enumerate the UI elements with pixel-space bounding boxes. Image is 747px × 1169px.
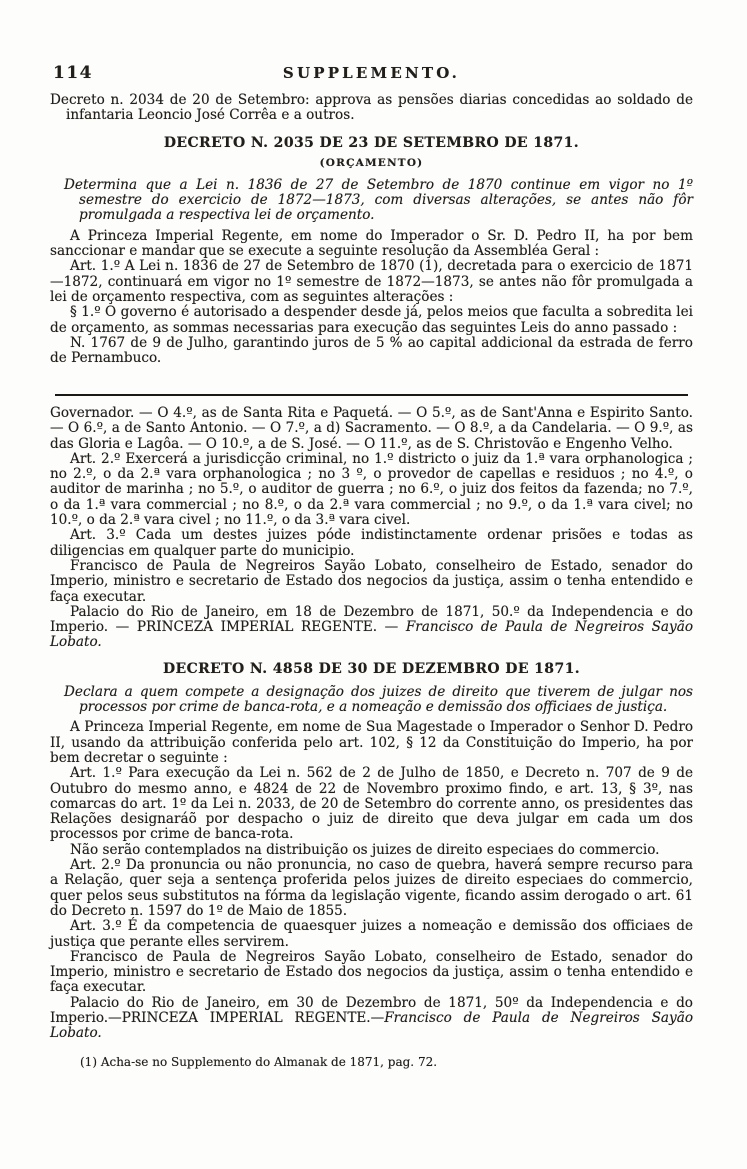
signature-name: Francisco de Paula de Negreiros Sayão Lobato.: [50, 1009, 694, 1042]
paragraph: Art. 2.º Da pronuncia ou não pronuncia, no caso de quebra, haverá sempre recurso para a Relação, quer seja a sentença proferida pelos juizes de direito especiaes do commercio, quer pelos seus substitutos na fórma da legislação vigente, ficando assim derogado o art. 61 do Decreto n. 1597 do 1º de Maio de 1855.: [50, 857, 693, 919]
signature-name: Francisco de Paula de Negreiros Sayão Lobato.: [50, 619, 694, 651]
page-bottom-section: [50, 406, 693, 1070]
closing-paragraph: [50, 605, 693, 651]
decree-2035-kicker: (ORÇAMENTO): [319, 156, 424, 169]
page-header: [50, 63, 693, 87]
closing-text: Palacio do Rio de Janeiro, em 30 de Dezembro de 1871, 50º da Independencia e do Imperio.—PRINCEZA IMPERIAL REGENTE.—: [50, 994, 693, 1026]
paragraph: Art. 1.º A Lei n. 1836 de 27 de Setembro de 1870 (1), decretada para o exercicio de 1871—1872, continuará em vigor no 1º semestre de 1872—1873, se antes não fôr promulgada a lei de orçamento respectiva, com as seguintes alterações :: [50, 258, 693, 305]
paragraph: N. 1767 de 9 de Julho, garantindo juros de 5 % ao capital addicional da estrada de ferro de Pernambuco.: [50, 334, 693, 367]
paragraph: Não serão contemplados na distribuição os juizes de direito especiaes do commercio.: [70, 841, 660, 858]
paragraph: Art. 3.º É da competencia de quaesquer juizes a nomeação e demissão dos officiaes de justiça que perante elles servirem.: [50, 918, 693, 950]
decree-4858-heading: DECRETO N. 4858 DE 30 DE DEZEMBRO DE 1871.: [162, 660, 581, 677]
paragraph: Francisco de Paula de Negreiros Sayão Lobato, conselheiro de Estado, senador do Imperio, ministro e secretario de Estado dos negocios da justiça, assim o tenha entendido e faça executar.: [50, 557, 693, 605]
paragraph: § 1.º O governo é autorisado a despender desde já, pelos meios que faculta a sobredita lei de orçamento, as sommas necessarias para execução das seguintes Leis do anno passado :: [50, 304, 693, 336]
running-title: SUPPLEMENTO.: [282, 64, 461, 82]
decree-2035-heading: DECRETO N. 2035 DE 23 DE SETEMBRO DE 1871.: [163, 134, 580, 151]
page-top-section: [50, 63, 693, 367]
page-number: 114: [53, 63, 93, 83]
decree-2035-summary: Determina que a Lei n. 1836 de 27 de Setembro de 1870 continue em vigor no 1º semestre do exercicio de 1872—1873, com diversas alterações, se antes não fôr promulgada a respectiva lei de orçamento.: [64, 176, 693, 224]
footnote: (1) Acha-se no Supplemento do Almanak de 1871, pag. 72.: [80, 1054, 438, 1069]
paragraph: A Princeza Imperial Regente, em nome de Sua Magestade o Imperador o Senhor D. Pedro II, usando da attribuição conferida pelo art. 102, § 12 da Constituição do Imperio, ha por bem decretar o seguinte :: [50, 719, 693, 766]
paragraph: Governador. — O 4.º, as de Santa Rita e Paquetá. — O 5.º, as de Sant'Anna e Espirito Santo. — O 6.º, a de Santo Antonio. — O 7.º, a d) Sacramento. — O 8.º, a da Candelaria. — O 9.º, as das Gloria e Lagôa. — O 10.º, a de S. José. — O 11.º, as de S. Christovão e Engenho Velho.: [50, 405, 693, 452]
paragraph: Art. 1.º Para execução da Lei n. 562 de 2 de Julho de 1850, e Decreto n. 707 de 9 de Outubro do mesmo anno, e 4824 de 22 de Novembro proximo findo, e art. 13, § 3º, nas comarcas do art. 1º da Lei n. 2033, de 20 de Setembro do corrente anno, os presidentes das Relações designaráõ por despacho o juiz de direito que deva julgar em cada um dos processos por crime de banca-rota.: [50, 765, 693, 843]
closing-paragraph: [50, 996, 693, 1042]
paragraph: A Princeza Imperial Regente, em nome do Imperador o Sr. D. Pedro II, ha por bem sanccionar e mandar que se execute a seguinte resolução da Assembléa Geral :: [50, 227, 693, 260]
paragraph: Art. 2.º Exercerá a jurisdicção criminal, no 1.º districto o juiz da 1.ª vara orphanologica ; no 2.º, o da 2.ª vara orphanologica ; no 3 º, o provedor de capellas e residuos ; no 4.º, o auditor de marinha ; no 5.º, o auditor de guerra ; no 6.º, o juiz dos feitos da fazenda; no 7.º, o da 1.ª vara commercial ; no 8.º, o da 2.ª vara commercial ; no 9.º, o da 1.ª vara civel; no 10.º, o da 2.ª vara civel ; no 11.º, o da 3.ª vara civel.: [50, 450, 693, 529]
section-divider: [55, 394, 688, 396]
paragraph: Art. 3.º Cada um destes juizes póde indistinctamente ordenar prisões e todas as diligencias em qualquer parte do municipio.: [50, 527, 693, 559]
index-entry-paragraph: Decreto n. 2034 de 20 de Setembro: approva as pensões diarias concedidas ao soldado de infantaria Leoncio José Corrêa e a outros.: [50, 92, 693, 124]
decree-4858-summary: Declara a quem compete a designação dos juizes de direito que tiverem de julgar nos processos por crime de banca-rota, e a nomeação e demissão dos officiaes de justiça.: [64, 683, 693, 716]
closing-text: Palacio do Rio de Janeiro, em 18 de Dezembro de 1871, 50.º da Independencia e do Imperio. — PRINCEZA IMPERIAL REGENTE. —: [50, 603, 693, 636]
paragraph: Francisco de Paula de Negreiros Sayão Lobato, conselheiro de Estado, senador do Imperio, ministro e secretario de Estado dos negocios da justiça, assim o tenha entendido e faça executar.: [50, 948, 693, 996]
